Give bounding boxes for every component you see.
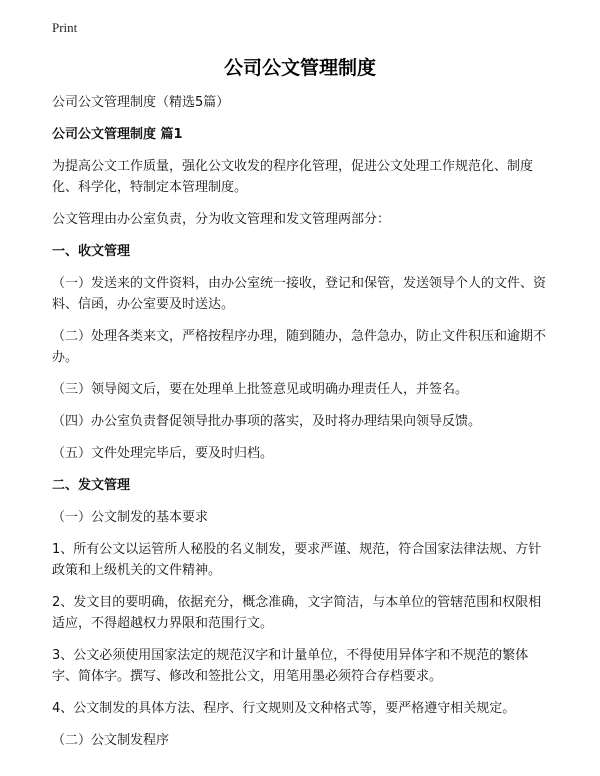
paragraph: （三）领导阅文后，要在处理单上批签意见或明确办理责任人，并签名。 (52, 382, 469, 397)
print-link[interactable]: Print (52, 20, 78, 35)
paragraph: （四）办公室负责督促领导批办事项的落实，及时将办理结果向领导反馈。 (52, 414, 482, 429)
document-body (52, 92, 552, 762)
paragraph: 公文管理由办公室负责，分为收文管理和发文管理两部分： (52, 212, 391, 227)
section-heading: 公司公文管理制度 篇1 (52, 127, 183, 142)
paragraph: 1、所有公文以运管所人秘股的名义制发，要求严谨、规范，符合国家法律法规、方针政策和上级机关的文件精神。 (52, 542, 542, 578)
subsection-heading: 二、发文管理 (52, 478, 131, 493)
document-subtitle: 公司公文管理制度（精选5篇） (52, 95, 230, 110)
paragraph: 为提高公文工作质量，强化公文收发的程序化管理，促进公文处理工作规范化、制度化、科学化，特制定本管理制度。 (52, 159, 534, 195)
paragraph: （二）处理各类来文，严格按程序办理，随到随办，急件急办，防止文件积压和逾期不办。 (52, 329, 547, 365)
paragraph: （二）公文制发程序 (52, 733, 170, 748)
paragraph: 2、发文目的要明确，依据充分，概念准确，文字简洁，与本单位的管辖范围和权限相适应，不得超越权力界限和范围行文。 (52, 595, 542, 631)
subsection-heading: 一、收文管理 (52, 244, 131, 259)
paragraph: （一）公文制发的基本要求 (52, 510, 209, 525)
document-title: 公司公文管理制度 (223, 57, 376, 79)
paragraph: 4、公文制发的具体方法、程序、行文规则及文种格式等，要严格遵守相关规定。 (52, 701, 516, 716)
paragraph: （五）文件处理完毕后，要及时归档。 (52, 446, 274, 461)
paragraph: 3、公文必须使用国家法定的规范汉字和计量单位，不得使用异体字和不规范的繁体字、简体字。撰写、修改和签批公文，用笔用墨必须符合存档要求。 (52, 648, 529, 684)
paragraph: （一）发送来的文件资料，由办公室统一接收，登记和保管，发送领导个人的文件、资料、信函，办公室要及时送达。 (52, 276, 547, 312)
